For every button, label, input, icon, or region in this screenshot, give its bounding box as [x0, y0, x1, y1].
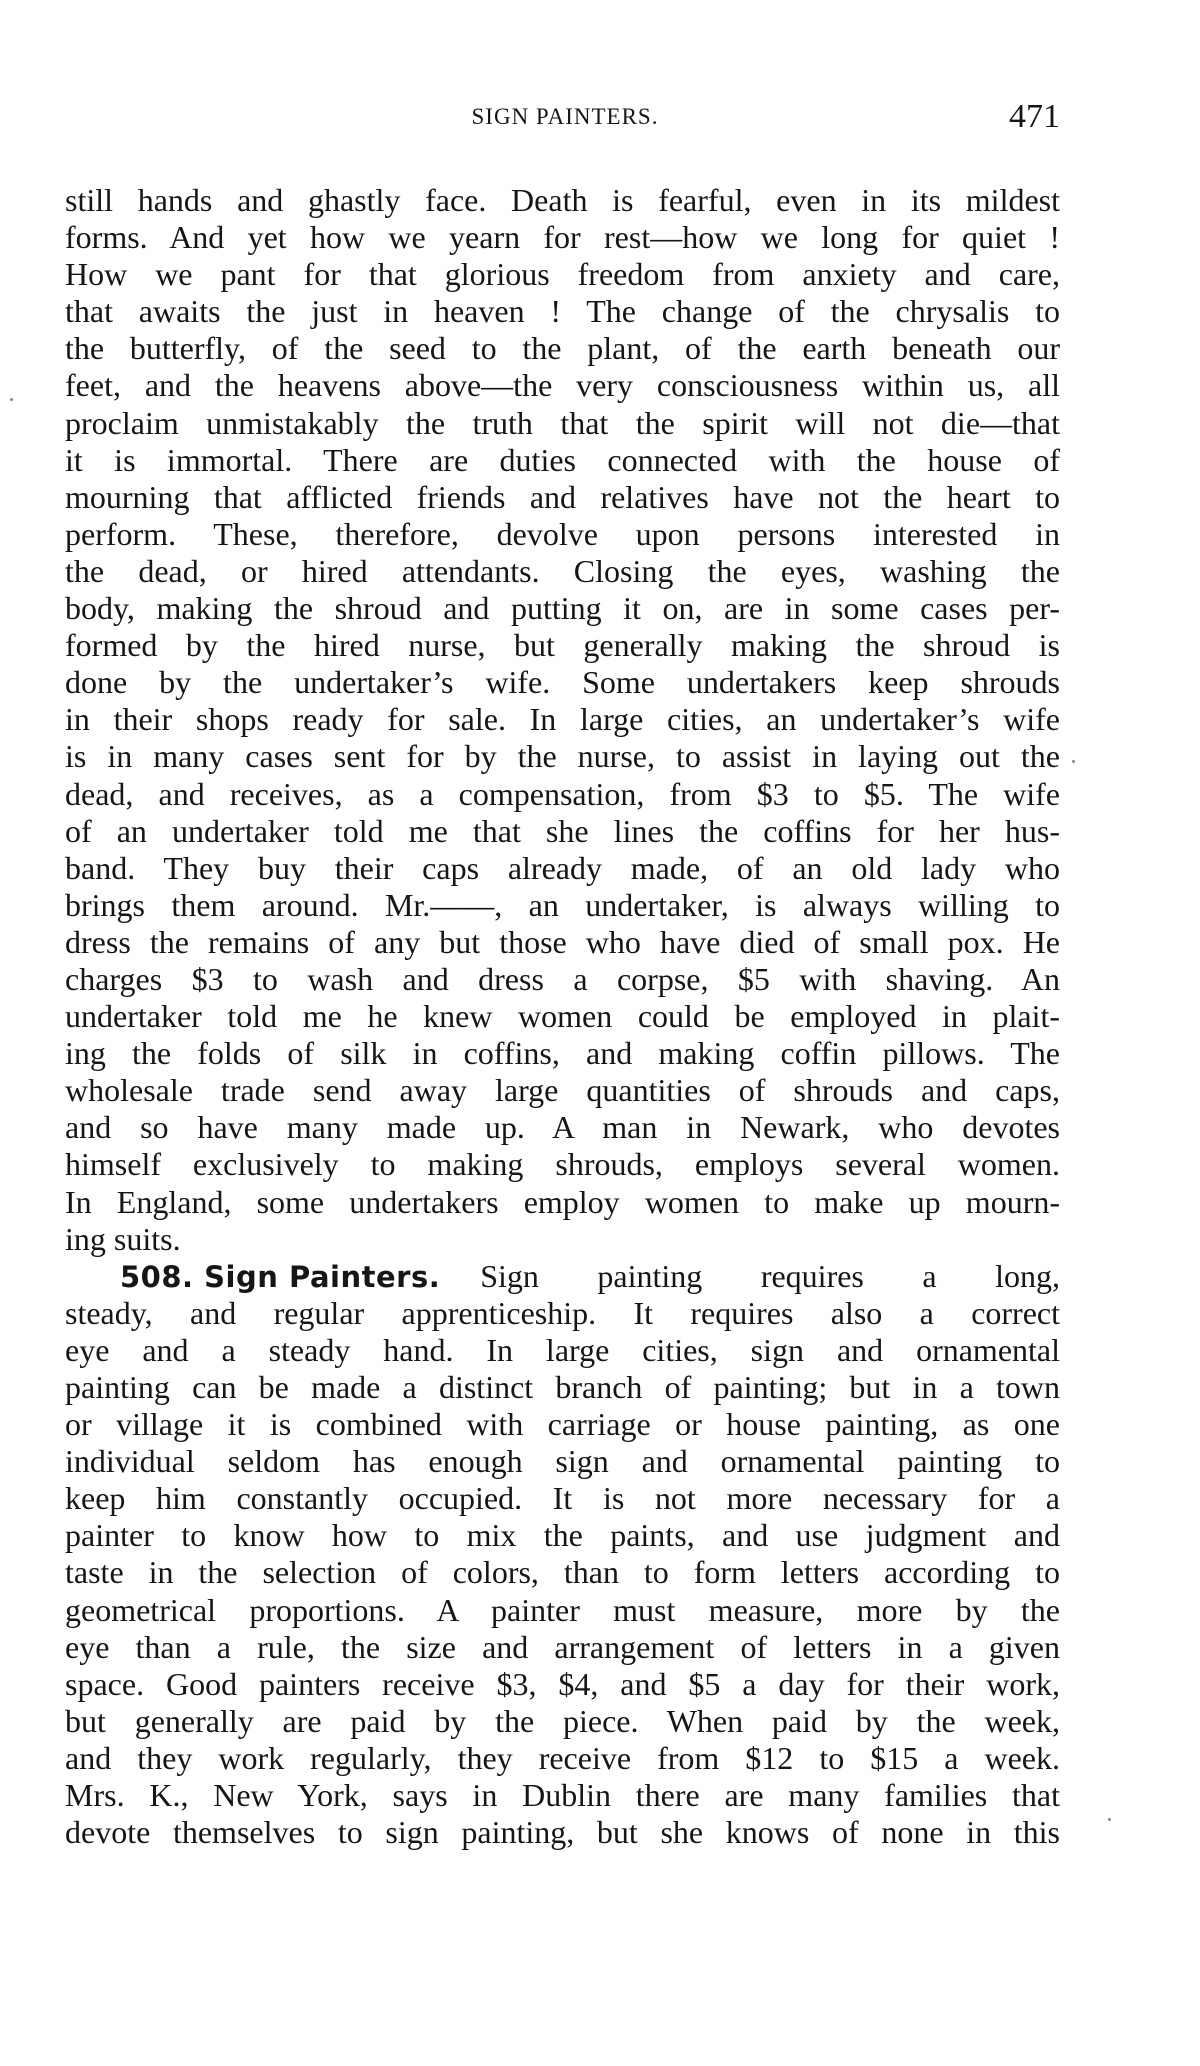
text-line: still hands and ghastly face. Death is fearful, even in its mildest — [65, 182, 1060, 218]
text-line: brings them around. Mr.——, an undertaker, is always willing to — [65, 886, 1060, 923]
text-line: devote themselves to sign painting, but she knows of none in this — [65, 1814, 1060, 1851]
text-line: Mrs. K., New York, says in Dublin there are many families that — [65, 1777, 1060, 1814]
text-line: the butterfly, of the seed to the plant, of the earth beneath our — [65, 330, 1060, 367]
scan-speck — [10, 398, 13, 401]
text-line: that awaits the just in heaven ! The change of the chrysalis to — [65, 293, 1060, 330]
text-line: eye than a rule, the size and arrangement of letters in a given — [65, 1628, 1060, 1665]
text-line: dress the remains of any but those who have died of small pox. He — [65, 923, 1060, 960]
text-line: dead, and receives, as a compensation, from $3 to $5. The wife — [65, 775, 1060, 812]
text-line: keep him constantly occupied. It is not more necessary for a — [65, 1480, 1060, 1517]
text-line: painter to know how to mix the paints, and use judgment and — [65, 1517, 1060, 1554]
text-line: eye and a steady hand. In large cities, sign and ornamental — [65, 1331, 1060, 1368]
text-line: space. Good painters receive $3, $4, and $5 a day for their work, — [65, 1665, 1060, 1702]
text-line: geometrical proportions. A painter must measure, more by the — [65, 1591, 1060, 1628]
text-line: feet, and the heavens above—the very consciousness within us, all — [65, 367, 1060, 404]
scan-speck — [1108, 1818, 1111, 1821]
text-line: or village it is combined with carriage or house painting, as one — [65, 1406, 1060, 1443]
text-line: wholesale trade send away large quantities of shrouds and caps, — [65, 1072, 1060, 1109]
text-line: himself exclusively to making shrouds, employs several women. — [65, 1146, 1060, 1183]
text-line: proclaim unmistakably the truth that the spirit will not die—that — [65, 404, 1060, 441]
text-line: band. They buy their caps already made, of an old lady who — [65, 849, 1060, 886]
text-line: mourning that afflicted friends and relatives have not the heart to — [65, 478, 1060, 515]
text-line: painting can be made a distinct branch of painting; but in a town — [65, 1369, 1060, 1405]
text-line: forms. And yet how we yearn for rest—how we long for quiet ! — [65, 219, 1060, 256]
text-line-content: Sign painting requires a long, — [480, 1257, 1060, 1294]
text-line: charges $3 to wash and dress a corpse, $5 with shaving. An — [65, 960, 1060, 997]
text-line: formed by the hired nurse, but generally making the shroud is — [65, 627, 1060, 664]
text-line: is in many cases sent for by the nurse, to assist in laying out the — [65, 738, 1060, 775]
text-line: In England, some undertakers employ women to make up mourn- — [65, 1183, 1060, 1220]
text-line: steady, and regular apprenticeship. It requires also a correct — [65, 1294, 1060, 1331]
text-line: done by the undertaker’s wife. Some undertakers keep shrouds — [65, 664, 1060, 701]
text-line — [65, 1258, 1060, 1295]
text-line: of an undertaker told me that she lines the coffins for her hus- — [65, 812, 1060, 849]
section-heading: 508. Sign Painters. — [120, 1259, 441, 1294]
text-line: but generally are paid by the piece. When paid by the week, — [65, 1702, 1060, 1739]
text-line: the dead, or hired attendants. Closing the eyes, washing the — [65, 552, 1060, 589]
text-line: ing the folds of silk in coffins, and making coffin pillows. The — [65, 1035, 1060, 1072]
text-line: perform. These, therefore, devolve upon persons interested in — [65, 515, 1060, 552]
text-line: and so have many made up. A man in Newark, who devotes — [65, 1109, 1060, 1146]
page-number: 471 — [1009, 98, 1060, 135]
text-line: ing suits. — [65, 1220, 181, 1257]
text-line: body, making the shroud and putting it on, are in some cases per- — [65, 590, 1060, 627]
text-line: individual seldom has enough sign and ornamental painting to — [65, 1443, 1060, 1480]
body-text — [65, 182, 1060, 1851]
scan-speck — [1072, 760, 1075, 763]
text-line: in their shops ready for sale. In large cities, an undertaker’s wife — [65, 701, 1060, 738]
text-line: undertaker told me he knew women could be employed in plait- — [65, 998, 1060, 1035]
text-line: it is immortal. There are duties connected with the house of — [65, 441, 1060, 478]
running-title: SIGN PAINTERS. — [471, 104, 659, 129]
text-line: and they work regularly, they receive from $12 to $15 a week. — [65, 1739, 1060, 1776]
text-line: taste in the selection of colors, than to form letters according to — [65, 1554, 1060, 1591]
text-line: How we pant for that glorious freedom from anxiety and care, — [65, 256, 1060, 293]
